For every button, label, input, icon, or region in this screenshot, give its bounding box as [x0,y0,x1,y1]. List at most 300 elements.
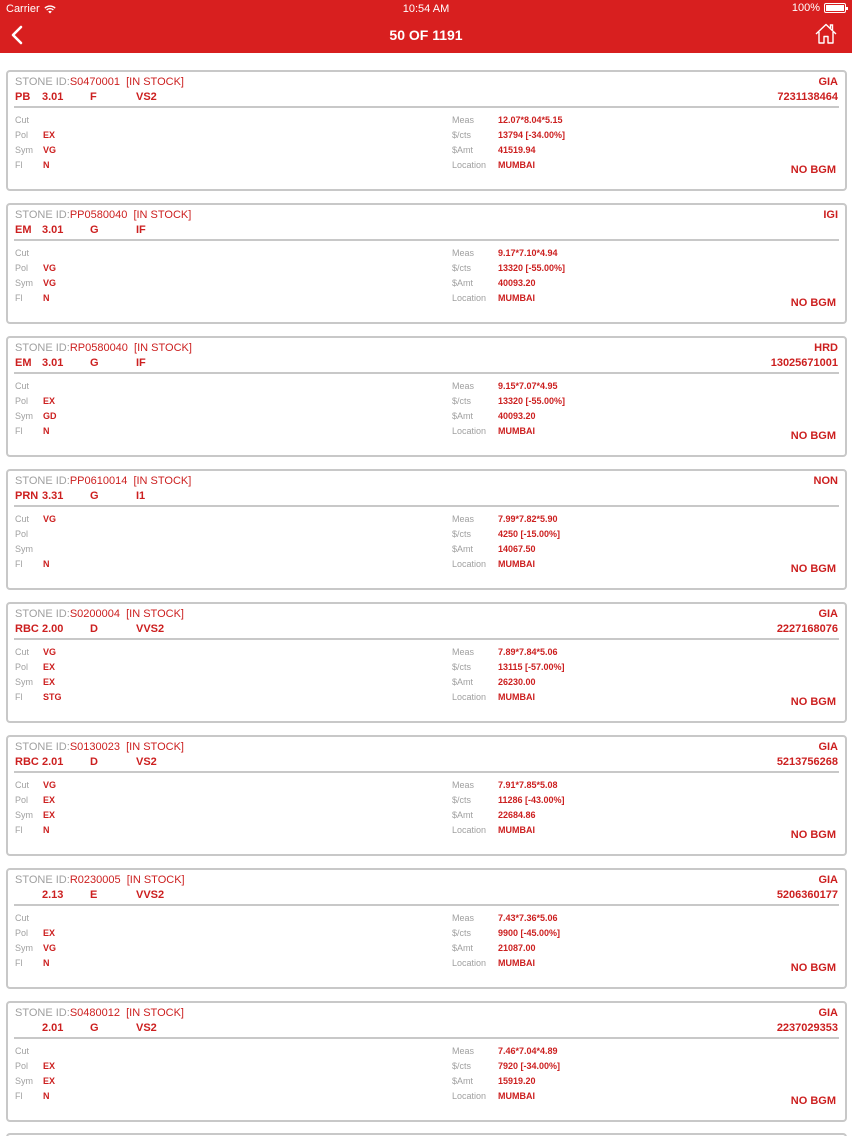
amount-row [452,1076,712,1091]
symmetry-row [15,677,315,692]
location-row [452,426,712,441]
amount-label: $Amt [452,544,474,554]
bgm-status: NO BGM [790,962,836,974]
amount-row [452,544,712,559]
fluorescence-row [15,426,315,441]
measurement-value: 7.43*7.36*5.06 [498,913,558,923]
stone-id-value: S0480012 [69,1007,120,1019]
price-per-carat-label: $/cts [452,795,472,805]
carat-value: 3.01 [42,357,64,369]
stone-id-label: STONE ID: [15,1007,70,1019]
price-per-carat-value: 13794 [-34.00%] [498,130,566,140]
grading-details [15,780,315,840]
measurement-row [452,248,712,263]
grading-details [15,647,315,707]
location-row [452,293,712,308]
color-value: D [90,623,98,635]
symmetry-row [15,810,315,825]
polish-row [15,928,315,943]
polish-row [15,795,315,810]
cut-label: Cut [15,514,30,524]
stone-id-value: S0200004 [69,608,120,620]
measurement-label: Meas [452,780,475,790]
measurement-row [452,514,712,529]
measurement-label: Meas [452,381,475,391]
clarity-value: I1 [136,490,146,502]
fluorescence-value: N [43,559,50,569]
amount-label: $Amt [452,943,474,953]
polish-value: EX [43,130,56,140]
location-label: Location [452,1091,487,1101]
battery-percent: 100% [791,2,820,14]
symmetry-label: Sym [15,544,33,554]
stone-card[interactable] [6,469,847,590]
symmetry-value: VG [43,278,57,288]
polish-row [15,130,315,145]
lab-value: GIA [818,76,838,88]
certificate-number: 7231138464 [777,91,838,103]
grading-details [15,913,315,973]
price-details [452,381,712,441]
amount-value: 40093.20 [498,278,536,288]
symmetry-label: Sym [15,411,33,421]
fluorescence-value: N [43,426,50,436]
grading-details [15,1046,315,1106]
amount-value: 26230.00 [498,677,536,687]
stone-card[interactable] [6,203,847,324]
polish-row [15,662,315,677]
grading-details [15,115,315,175]
clarity-value: VS2 [136,1022,157,1034]
location-value: MUMBAI [498,825,535,835]
divider [14,638,839,640]
amount-value: 14067.50 [498,544,536,554]
stock-status: [IN STOCK] [126,608,184,620]
shape-value: RBC [15,623,39,635]
certificate-number: 5213756268 [776,756,838,768]
price-per-carat-label: $/cts [452,662,472,672]
stone-id-line [15,608,184,620]
polish-value: VG [43,263,57,273]
price-per-carat-row [452,662,712,677]
bgm-status: NO BGM [790,563,836,575]
measurement-label: Meas [452,248,475,258]
polish-value: EX [43,795,56,805]
fluorescence-row [15,160,315,175]
polish-row [15,1061,315,1076]
polish-value: EX [43,1061,56,1071]
page-title: 50 OF 1191 [389,27,463,43]
symmetry-row [15,278,315,293]
color-value: G [90,357,99,369]
location-row [452,1091,712,1106]
amount-label: $Amt [452,411,474,421]
measurement-row [452,115,712,130]
fluorescence-label: Fl [15,825,23,835]
clarity-value: IF [136,357,146,369]
stone-card[interactable] [6,868,847,989]
color-value: D [90,756,98,768]
color-value: E [90,889,98,901]
measurement-row [452,647,712,662]
stone-card[interactable] [6,70,847,191]
cut-value: VG [43,647,57,657]
stone-id-value: PP0580040 [69,209,128,221]
location-value: MUMBAI [498,559,535,569]
stone-summary [15,1022,315,1036]
stone-id-line [15,874,185,886]
clarity-value: IF [136,224,146,236]
amount-row [452,810,712,825]
cut-row [15,780,315,795]
cut-label: Cut [15,780,30,790]
fluorescence-value: STG [43,692,62,702]
carat-value: 3.01 [42,91,64,103]
fluorescence-label: Fl [15,293,23,303]
price-per-carat-row [452,263,712,278]
measurement-label: Meas [452,115,475,125]
price-per-carat-value: 11286 [-43.00%] [498,795,565,805]
amount-value: 15919.20 [498,1076,536,1086]
polish-value: EX [43,662,56,672]
price-per-carat-label: $/cts [452,928,472,938]
carrier-label: Carrier [6,3,40,15]
cut-row [15,514,315,529]
carat-value: 2.01 [42,1022,64,1034]
polish-label: Pol [15,529,29,539]
stone-id-label: STONE ID: [15,209,70,221]
polish-label: Pol [15,662,29,672]
price-per-carat-row [452,928,712,943]
price-per-carat-label: $/cts [452,529,472,539]
cut-label: Cut [15,647,30,657]
measurement-row [452,913,712,928]
fluorescence-value: N [43,1091,50,1101]
location-value: MUMBAI [498,1091,535,1101]
bgm-status: NO BGM [790,164,836,176]
stone-card-header [15,342,838,372]
amount-value: 22684.86 [498,810,536,820]
polish-row [15,529,315,544]
symmetry-value: EX [43,810,56,820]
color-value: G [90,1022,99,1034]
location-value: MUMBAI [498,160,535,170]
stone-id-line [15,741,184,753]
symmetry-value: EX [43,677,56,687]
lab-value: HRD [814,342,838,354]
stone-card-header [15,608,838,638]
stone-list[interactable] [0,53,852,1136]
stone-summary [15,623,315,637]
divider [14,505,839,507]
location-label: Location [452,825,487,835]
shape-value: PB [15,91,31,103]
amount-label: $Amt [452,278,474,288]
carat-value: 3.31 [42,490,64,502]
lab-value: GIA [818,608,838,620]
clarity-value: VVS2 [136,889,165,901]
price-per-carat-row [452,1061,712,1076]
fluorescence-label: Fl [15,160,23,170]
symmetry-row [15,145,315,160]
measurement-row [452,1046,712,1061]
symmetry-label: Sym [15,1076,33,1086]
price-per-carat-value: 13320 [-55.00%] [498,263,566,273]
stone-summary [15,490,315,504]
fluorescence-label: Fl [15,1091,23,1101]
grading-details [15,248,315,308]
symmetry-label: Sym [15,810,33,820]
stone-summary [15,889,315,903]
fluorescence-label: Fl [15,559,23,569]
stone-summary [15,91,315,105]
amount-row [452,278,712,293]
price-per-carat-label: $/cts [452,130,472,140]
stone-id-line [15,209,191,221]
price-per-carat-value: 9900 [-45.00%] [498,928,561,938]
bgm-status: NO BGM [790,297,836,309]
fluorescence-value: N [43,825,50,835]
measurement-label: Meas [452,1046,475,1056]
certificate-number: 2237029353 [776,1022,838,1034]
stone-id-label: STONE ID: [15,76,70,88]
lab-value: GIA [818,874,838,886]
measurement-value: 9.15*7.07*4.95 [498,381,558,391]
price-details [452,913,712,973]
symmetry-label: Sym [15,677,33,687]
amount-label: $Amt [452,145,474,155]
divider [14,106,839,108]
cut-row [15,381,315,396]
polish-value: EX [43,396,56,406]
amount-row [452,943,712,958]
amount-label: $Amt [452,677,474,687]
cut-row [15,248,315,263]
location-row [452,160,712,175]
symmetry-row [15,1076,315,1091]
fluorescence-label: Fl [15,958,23,968]
stone-card-header [15,874,838,904]
stock-status: [IN STOCK] [126,76,184,88]
location-value: MUMBAI [498,958,535,968]
amount-row [452,145,712,160]
stock-status: [IN STOCK] [134,342,192,354]
grading-details [15,514,315,574]
stock-status: [IN STOCK] [126,741,184,753]
battery-info [792,2,846,14]
measurement-label: Meas [452,514,475,524]
clarity-value: VS2 [136,756,157,768]
measurement-row [452,381,712,396]
measurement-value: 7.89*7.84*5.06 [498,647,558,657]
stone-id-label: STONE ID: [15,475,70,487]
fluorescence-value: N [43,160,50,170]
home-icon [814,22,838,46]
price-details [452,780,712,840]
fluorescence-row [15,958,315,973]
price-per-carat-label: $/cts [452,1061,472,1071]
bgm-status: NO BGM [790,1095,836,1107]
measurement-row [452,780,712,795]
grading-details [15,381,315,441]
stone-id-label: STONE ID: [15,608,70,620]
clarity-value: VS2 [136,91,157,103]
stone-card[interactable] [6,1001,847,1122]
stone-id-label: STONE ID: [15,874,70,886]
stone-id-value: R0230005 [69,874,121,886]
divider [14,1037,839,1039]
fluorescence-label: Fl [15,426,23,436]
divider [14,771,839,773]
location-row [452,559,712,574]
location-label: Location [452,160,487,170]
symmetry-label: Sym [15,943,33,953]
stone-card[interactable] [6,336,847,457]
location-row [452,958,712,973]
price-per-carat-value: 4250 [-15.00%] [498,529,561,539]
divider [14,372,839,374]
symmetry-value: EX [43,1076,56,1086]
cut-row [15,115,315,130]
nav-bar [0,18,852,53]
cut-label: Cut [15,115,30,125]
status-bar [0,0,852,18]
fluorescence-row [15,293,315,308]
battery-icon [824,3,846,13]
stone-card[interactable] [6,735,847,856]
carat-value: 2.00 [42,623,64,635]
measurement-label: Meas [452,913,475,923]
location-label: Location [452,559,487,569]
stone-summary [15,756,315,770]
symmetry-row [15,411,315,426]
symmetry-label: Sym [15,278,33,288]
location-value: MUMBAI [498,426,535,436]
amount-value: 41519.94 [498,145,536,155]
location-label: Location [452,958,487,968]
symmetry-value: GD [43,411,57,421]
location-row [452,692,712,707]
symmetry-value: VG [43,145,57,155]
measurement-value: 7.46*7.04*4.89 [498,1046,558,1056]
stone-id-value: S0130023 [69,741,120,753]
price-details [452,115,712,175]
lab-value: NON [813,475,838,487]
stone-id-value: RP0580040 [69,342,128,354]
fluorescence-row [15,1091,315,1106]
shape-value: EM [15,224,32,236]
status-time: 10:54 AM [402,3,450,15]
cut-label: Cut [15,248,30,258]
measurement-value: 12.07*8.04*5.15 [498,115,563,125]
stone-card[interactable] [6,602,847,723]
certificate-number: 5206360177 [776,889,838,901]
price-per-carat-value: 13115 [-57.00%] [498,662,565,672]
amount-label: $Amt [452,1076,474,1086]
polish-row [15,263,315,278]
shape-value: EM [15,357,32,369]
polish-value: EX [43,928,56,938]
cut-value: VG [43,514,57,524]
symmetry-value: VG [43,943,57,953]
stone-card-header [15,1007,838,1037]
symmetry-label: Sym [15,145,33,155]
amount-value: 40093.20 [498,411,536,421]
price-details [452,248,712,308]
price-per-carat-label: $/cts [452,396,472,406]
polish-row [15,396,315,411]
price-details [452,1046,712,1106]
stone-card-header [15,475,838,505]
price-details [452,514,712,574]
fluorescence-value: N [43,958,50,968]
stone-card-header [15,209,838,239]
stock-status: [IN STOCK] [126,1007,184,1019]
polish-label: Pol [15,795,29,805]
fluorescence-row [15,692,315,707]
amount-row [452,411,712,426]
divider [14,904,839,906]
certificate-number: 13025671001 [770,357,838,369]
location-value: MUMBAI [498,692,535,702]
stock-status: [IN STOCK] [133,209,192,221]
cut-label: Cut [15,1046,30,1056]
cut-row [15,647,315,662]
symmetry-row [15,544,315,559]
bgm-status: NO BGM [790,696,836,708]
cut-label: Cut [15,913,30,923]
price-per-carat-label: $/cts [452,263,472,273]
stone-id-value: PP0610014 [69,475,128,487]
stock-status: [IN STOCK] [126,874,185,886]
stone-card-header [15,741,838,771]
carat-value: 3.01 [42,224,64,236]
stone-id-value: S0470001 [69,76,120,88]
stone-summary [15,224,315,238]
shape-value: PRN [15,490,39,502]
color-value: G [90,224,99,236]
stone-summary [15,357,315,371]
location-value: MUMBAI [498,293,535,303]
stone-id-label: STONE ID: [15,741,70,753]
certificate-number: 2227168076 [776,623,838,635]
bgm-status: NO BGM [790,829,836,841]
price-per-carat-value: 7920 [-34.00%] [498,1061,561,1071]
home-button[interactable] [814,22,838,46]
fluorescence-label: Fl [15,692,23,702]
fluorescence-value: N [43,293,50,303]
amount-label: $Amt [452,810,474,820]
cut-row [15,1046,315,1061]
stone-id-line [15,1007,184,1019]
location-label: Location [452,692,487,702]
price-per-carat-row [452,795,712,810]
measurement-value: 9.17*7.10*4.94 [498,248,558,258]
carat-value: 2.01 [42,756,64,768]
polish-label: Pol [15,928,29,938]
fluorescence-row [15,825,315,840]
polish-label: Pol [15,130,29,140]
measurement-value: 7.99*7.82*5.90 [498,514,558,524]
location-label: Location [452,426,487,436]
cut-label: Cut [15,381,30,391]
price-details [452,647,712,707]
fluorescence-row [15,559,315,574]
price-per-carat-row [452,130,712,145]
stone-id-label: STONE ID: [15,342,70,354]
divider [14,239,839,241]
stone-id-line [15,475,191,487]
